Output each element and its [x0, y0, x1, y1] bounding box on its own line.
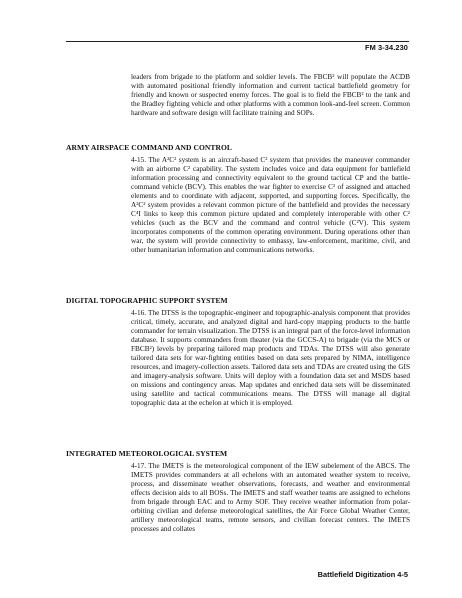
section-heading-topographic: DIGITAL TOPOGRAPHIC SUPPORT SYSTEM [66, 296, 228, 305]
paragraph-4-15: 4-15. The A²C² system is an aircraft-based C² system that provides the maneuver commander with an airborne C² capability. The system includes voice and data equipment for battlefield information processing and connectivity equivalent to the ground tactical CP and the battle-command vehicle (BCV). This enables the war fighter to exercise C² of assigned and attached elements and to coordinate with adjacent, supported, and supporting forces. Specifically, the A²C² system provides a relevant common picture of the battlefield and provides the necessary C⁴I links to keep this common picture updated and completely interoperable with other C² vehicles (such as the BCV and the command and control vehicle (C²V). This system incorporates components of the common operating environment. During operations other than war, the system will provide connectivity to embassy, law-enforcement, maritime, civil, and other humanitarian information and communications networks. [131, 156, 410, 254]
header-rule [66, 41, 409, 42]
document-id: FM 3-34.230 [364, 43, 408, 52]
section-heading-airspace: ARMY AIRSPACE COMMAND AND CONTROL [66, 143, 232, 152]
paragraph-4-16: 4-16. The DTSS is the topographic-engineer and topographic-analysis component that provides critical, timely, accurate, and analyzed digital and hard-copy mapping products to the battle commander for terrain visualization. The DTSS is an integral part of the force-level information database. It supports commanders from theater (via the GCCS-A) to brigade (via the MCS or FBCB²) levels by preparing tailored map products and TDAs. The DTSS will also generate tailored data sets for war-fighting entities based on data sets prepared by NIMA, intelligence resources, and imagery-collection assets. Tailored data sets and TDAs are created using the GIS and imagery-analysis software. Units will deploy with a foundation data set and MSDS based on missions and contingency areas. Map updates and enriched data sets will be disseminated using satellite and tactical communications means. The DTSS will manage all digital topographic data at the echelon at which it is employed. [131, 309, 410, 407]
intro-paragraph: leaders from brigade to the platform and soldier levels. The FBCB² will populate the ACDB with automated positional friendly information and current tactical battlefield geometry for friendly and known or suspected enemy forces. The goal is to field the FBCB² to the tank and the Bradley fighting vehicle and other platforms with a common look-and-feel screen. Common hardware and software design will facilitate training and SOPs. [131, 73, 410, 117]
page-footer: Battlefield Digitization 4-5 [317, 570, 408, 579]
section-heading-meteorological: INTEGRATED METEOROLOGICAL SYSTEM [66, 449, 228, 458]
paragraph-4-17: 4-17. The IMETS is the meteorological component of the IEW subelement of the ABCS. The IMETS provides commanders at all echelons with an automated weather system to receive, process, and disseminate weather observations, forecasts, and weather and environmental effects decision aids to all BOSs. The IMETS and staff weather teams are assigned to echelons from brigade through EAC and to Army SOF. They receive weather information from polar-orbiting civilian and defense meteorological satellites, the Air Force Global Weather Center, artillery meteorological teams, remote sensors, and civilian forecast centers. The IMETS processes and collates [131, 462, 410, 533]
